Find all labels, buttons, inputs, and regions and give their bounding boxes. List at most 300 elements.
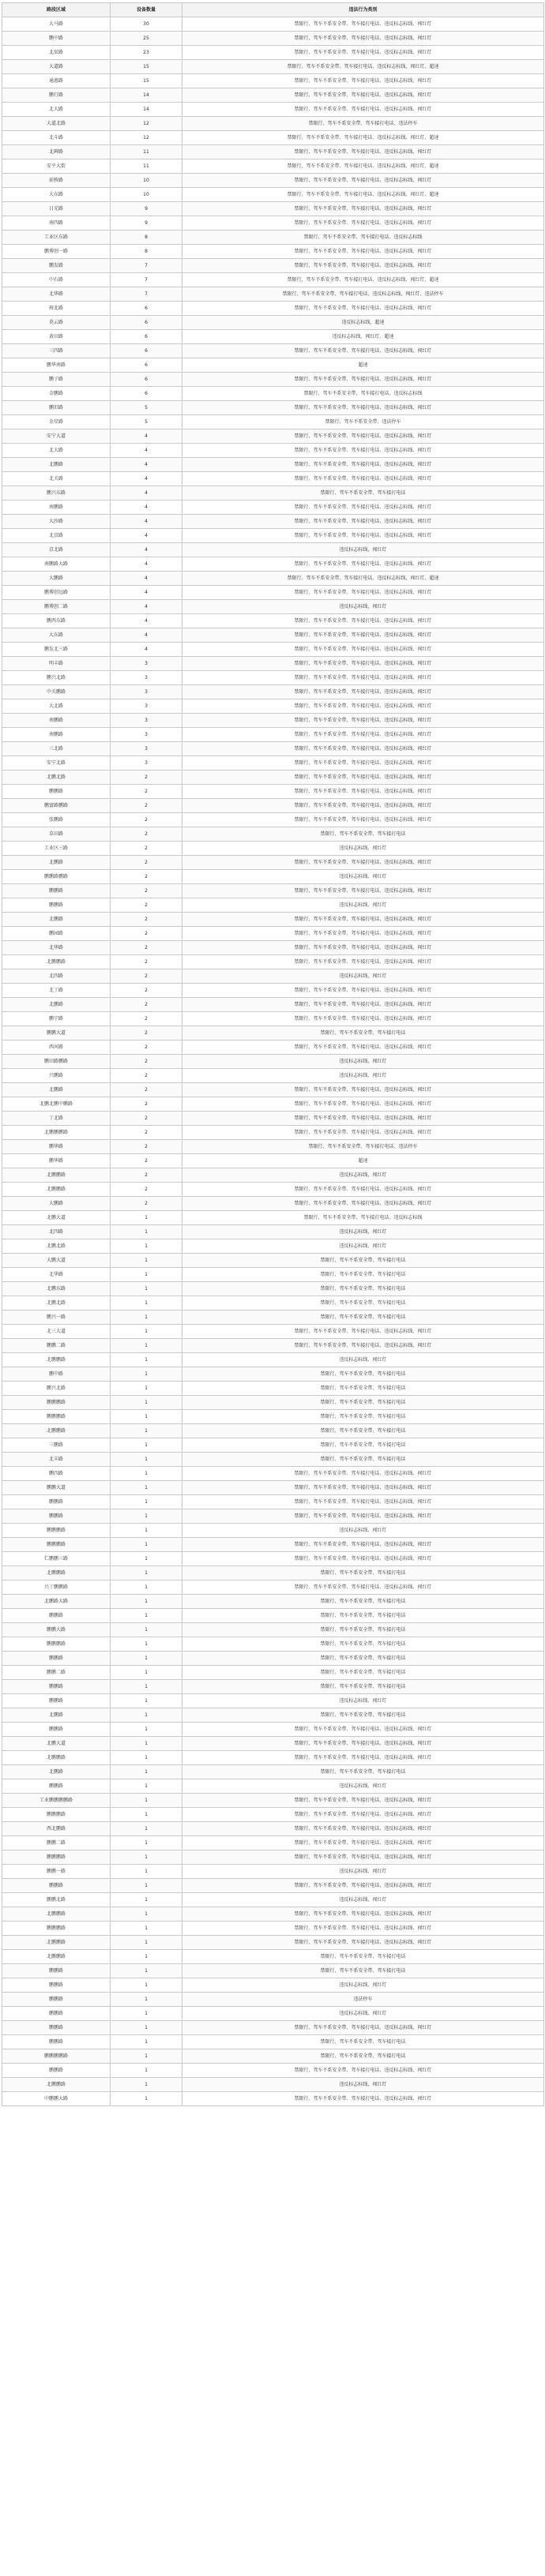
cell-road: 鹏宁路 — [2, 1012, 111, 1026]
table-row — [2, 1012, 544, 1026]
table-row — [2, 643, 544, 657]
cell-road: 金星路 — [2, 415, 111, 429]
table-row — [2, 1723, 544, 1737]
column-header-violation-types: 违法行为类别 — [182, 3, 544, 17]
cell-device-count: 2 — [111, 1097, 182, 1112]
table-row — [2, 1566, 544, 1580]
cell-road: 三鹏路 — [2, 1438, 111, 1453]
cell-violation-types: 禁限行、驾车不系安全带、驾车接打电话、违反标志标线、闯红灯 — [182, 1751, 544, 1765]
table-row — [2, 1836, 544, 1850]
cell-violation-types: 禁限行、驾车不系安全带、驾车接打电话、违反标志标线、闯红灯、超速 — [182, 572, 544, 586]
cell-device-count: 1 — [111, 1950, 182, 1964]
table-row — [2, 771, 544, 785]
cell-road: 鹏鹏路鹏路 — [2, 870, 111, 884]
cell-road: 北鹏路 — [2, 458, 111, 472]
cell-violation-types: 禁限行、驾车不系安全带、驾车接打电话、违反标志标线、闯红灯 — [182, 685, 544, 699]
cell-device-count: 1 — [111, 1339, 182, 1353]
table-row — [2, 415, 544, 429]
cell-device-count: 1 — [111, 2092, 182, 2106]
cell-device-count: 1 — [111, 1936, 182, 1950]
cell-road: 鹏鹏路 — [2, 785, 111, 799]
cell-violation-types: 违反标志标线、闯红灯 — [182, 1353, 544, 1367]
cell-violation-types: 禁限行、驾车不系安全带、驾车接打电话 — [182, 1367, 544, 1382]
cell-device-count: 4 — [111, 586, 182, 600]
cell-road: 北三大道 — [2, 1325, 111, 1339]
cell-device-count: 1 — [111, 1282, 182, 1296]
cell-violation-types: 禁限行、驾车不系安全带、驾车接打电话、违反标志标线、闯红灯 — [182, 984, 544, 998]
cell-road: 鹏鹏路 — [2, 1680, 111, 1694]
cell-device-count: 1 — [111, 1694, 182, 1708]
cell-road: 安宁北路 — [2, 756, 111, 771]
table-row — [2, 2021, 544, 2035]
table-row — [2, 1112, 544, 1126]
cell-device-count: 1 — [111, 2064, 182, 2078]
cell-device-count: 1 — [111, 1580, 182, 1595]
table-row — [2, 174, 544, 188]
table-row — [2, 1168, 544, 1183]
cell-road: 安宁大道 — [2, 429, 111, 444]
table-row — [2, 1993, 544, 2007]
table-row — [2, 671, 544, 685]
cell-device-count: 4 — [111, 600, 182, 614]
cell-road: 南鹏路 — [2, 501, 111, 515]
table-row — [2, 60, 544, 74]
cell-road: 北华路 — [2, 1268, 111, 1282]
cell-road: 北斗路 — [2, 131, 111, 145]
cell-device-count: 1 — [111, 1865, 182, 1879]
table-row — [2, 486, 544, 501]
table-row — [2, 1595, 544, 1609]
table-row — [2, 1538, 544, 1552]
cell-device-count: 4 — [111, 614, 182, 628]
table-row — [2, 429, 544, 444]
cell-violation-types: 禁限行、驾车不系安全带、驾车接打电话 — [182, 1438, 544, 1453]
cell-device-count: 6 — [111, 344, 182, 358]
cell-device-count: 8 — [111, 231, 182, 245]
cell-violation-types: 违反标志标线、闯红灯 — [182, 969, 544, 984]
table-row — [2, 1296, 544, 1310]
table-row — [2, 259, 544, 273]
table-header-row — [2, 3, 544, 17]
cell-road: 前桥路 — [2, 174, 111, 188]
table-row — [2, 714, 544, 728]
table-row — [2, 117, 544, 131]
cell-violation-types: 禁限行、驾车不系安全带、驾车接打电话、违反标志标线、闯红灯 — [182, 46, 544, 60]
cell-road: 丁北路 — [2, 1112, 111, 1126]
cell-road: 鹏鹏路 — [2, 1723, 111, 1737]
cell-violation-types: 违反标志标线、闯红灯 — [182, 2007, 544, 2021]
cell-violation-types: 禁限行、驾车不系安全带、驾车接打电话、违反标志标线、闯红灯 — [182, 557, 544, 572]
cell-device-count: 1 — [111, 1609, 182, 1623]
cell-road: 鹏富路鹏路 — [2, 799, 111, 813]
table-row — [2, 600, 544, 614]
table-row — [2, 1367, 544, 1382]
cell-device-count: 1 — [111, 1296, 182, 1310]
cell-violation-types: 禁限行、驾车不系安全带、驾车接打电话 — [182, 1268, 544, 1282]
cell-device-count: 1 — [111, 1382, 182, 1396]
cell-road: 鹏子路 — [2, 373, 111, 387]
table-row — [2, 1183, 544, 1197]
cell-device-count: 1 — [111, 1964, 182, 1978]
table-row — [2, 628, 544, 643]
cell-violation-types: 禁限行、驾车不系安全带、驾车接打电话、违法停车 — [182, 1140, 544, 1154]
cell-road: 北鹏鹏路 — [2, 1353, 111, 1367]
cell-road: 大马路 — [2, 17, 111, 32]
cell-device-count: 1 — [111, 1680, 182, 1694]
cell-device-count: 9 — [111, 202, 182, 216]
cell-violation-types: 禁限行、驾车不系安全带、驾车接打电话、违反标志标线、闯红灯 — [182, 657, 544, 671]
cell-violation-types: 禁限行、驾车不系安全带、驾车接打电话、违反标志标线、闯红灯 — [182, 671, 544, 685]
cell-violation-types: 禁限行、驾车不系安全带、驾车接打电话、违反标志标线、闯红灯、超速 — [182, 131, 544, 145]
cell-violation-types: 禁限行、驾车不系安全带、驾车接打电话、违反标志标线、闯红灯 — [182, 216, 544, 231]
cell-road: 鹏鹏鹏鹏路 — [2, 2049, 111, 2064]
table-row — [2, 2092, 544, 2106]
cell-road: 鹏鹏大道 — [2, 1026, 111, 1041]
cell-violation-types: 禁限行、驾车不系安全带、驾车接打电话、违反标志标线、闯红灯 — [182, 1197, 544, 1211]
cell-violation-types: 违反标志标线、闯红灯 — [182, 1893, 544, 1907]
cell-violation-types: 禁限行、驾车不系安全带、驾车接打电话、违反标志标线、闯红灯 — [182, 913, 544, 927]
cell-device-count: 2 — [111, 913, 182, 927]
cell-device-count: 2 — [111, 856, 182, 870]
cell-device-count: 12 — [111, 117, 182, 131]
cell-device-count: 2 — [111, 799, 182, 813]
cell-road: 鹏鹏路 — [2, 2007, 111, 2021]
cell-violation-types: 禁限行、驾车不系安全带、驾车接打电话、违反标志标线、闯红灯 — [182, 1922, 544, 1936]
table-row — [2, 1197, 544, 1211]
cell-device-count: 1 — [111, 1495, 182, 1509]
table-row — [2, 401, 544, 415]
cell-violation-types: 超速 — [182, 358, 544, 373]
cell-road: 南鹏路 — [2, 714, 111, 728]
table-row — [2, 17, 544, 32]
table-row — [2, 373, 544, 387]
cell-device-count: 1 — [111, 2078, 182, 2092]
cell-road: 鹏博创二路 — [2, 600, 111, 614]
cell-road: 北大路 — [2, 103, 111, 117]
cell-device-count: 4 — [111, 429, 182, 444]
cell-violation-types: 禁限行、驾车不系安全带、驾车接打电话、违反标志标线、闯红灯 — [182, 799, 544, 813]
cell-road: 鹏鹏鹏路 — [2, 1922, 111, 1936]
cell-device-count: 15 — [111, 74, 182, 88]
cell-device-count: 1 — [111, 1637, 182, 1652]
cell-road: 南鹏路 — [2, 728, 111, 742]
cell-road: 安平大街 — [2, 159, 111, 174]
table-row — [2, 501, 544, 515]
cell-road: 京北路 — [2, 543, 111, 557]
table-row — [2, 46, 544, 60]
cell-device-count: 1 — [111, 1907, 182, 1922]
cell-road: 北鹏鹏路 — [2, 1907, 111, 1922]
cell-device-count: 1 — [111, 1353, 182, 1367]
cell-road: 三北路 — [2, 742, 111, 756]
cell-violation-types: 禁限行、驾车不系安全带、驾车接打电话、违反标志标线、闯红灯 — [182, 245, 544, 259]
cell-device-count: 1 — [111, 1708, 182, 1723]
cell-violation-types: 禁限行、驾车不系安全带、驾车接打电话 — [182, 1453, 544, 1467]
cell-violation-types: 违反标志标线、闯红灯 — [182, 1225, 544, 1239]
cell-device-count: 3 — [111, 685, 182, 699]
table-row — [2, 529, 544, 543]
cell-device-count: 2 — [111, 1168, 182, 1183]
table-row — [2, 1936, 544, 1950]
table-row — [2, 756, 544, 771]
cell-violation-types: 禁限行、驾车不系安全带、驾车接打电话、违反标志标线、闯红灯 — [182, 771, 544, 785]
cell-device-count: 3 — [111, 756, 182, 771]
cell-violation-types: 禁限行、驾车不系安全带、驾车接打电话、违反标志标线、闯红灯 — [182, 941, 544, 955]
cell-road: 北鹏北路 — [2, 1239, 111, 1254]
table-row — [2, 1154, 544, 1168]
cell-device-count: 4 — [111, 501, 182, 515]
cell-device-count: 1 — [111, 1893, 182, 1907]
table-row — [2, 1069, 544, 1083]
cell-violation-types: 禁限行、驾车不系安全带、驾车接打电话、违反标志标线、闯红灯 — [182, 1041, 544, 1055]
cell-device-count: 1 — [111, 1836, 182, 1850]
table-row — [2, 1865, 544, 1879]
table-row — [2, 941, 544, 955]
cell-violation-types: 禁限行、驾车不系安全带、驾车接打电话、违反标志标线、闯红灯 — [182, 515, 544, 529]
cell-violation-types: 禁限行、驾车不系安全带、驾车接打电话、违反标志标线 — [182, 231, 544, 245]
table-row — [2, 785, 544, 799]
cell-violation-types: 禁限行、驾车不系安全带、驾车接打电话、违反标志标线、闯红灯、超速 — [182, 60, 544, 74]
cell-violation-types: 禁限行、驾车不系安全带、驾车接打电话 — [182, 1680, 544, 1694]
cell-violation-types: 禁限行、驾车不系安全带、驾车接打电话、违反标志标线、闯红灯 — [182, 302, 544, 316]
cell-road: 西河路 — [2, 1041, 111, 1055]
cell-device-count: 1 — [111, 1751, 182, 1765]
cell-road: 北鹏鹏路 — [2, 1424, 111, 1438]
cell-device-count: 1 — [111, 1467, 182, 1481]
column-header-device-count: 设备数量 — [111, 3, 182, 17]
cell-device-count: 14 — [111, 88, 182, 103]
table-row — [2, 2049, 544, 2064]
table-row — [2, 1268, 544, 1282]
cell-device-count: 2 — [111, 1041, 182, 1055]
cell-road: 鹏鹏北路 — [2, 1893, 111, 1907]
table-row — [2, 131, 544, 145]
cell-road: 草田路 — [2, 827, 111, 842]
cell-violation-types: 禁限行、驾车不系安全带、驾车接打电话、违反标志标线、闯红灯 — [182, 1339, 544, 1353]
cell-violation-types: 禁限行、驾车不系安全带、驾车接打电话、违反标志标线、闯红灯 — [182, 1012, 544, 1026]
cell-device-count: 4 — [111, 643, 182, 657]
table-row — [2, 1239, 544, 1254]
cell-violation-types: 禁限行、驾车不系安全带、驾车接打电话 — [182, 1652, 544, 1666]
table-row — [2, 728, 544, 742]
cell-road: 北鹏路 — [2, 856, 111, 870]
cell-device-count: 1 — [111, 1367, 182, 1382]
cell-violation-types: 禁限行、驾车不系安全带、驾车接打电话 — [182, 827, 544, 842]
table-row — [2, 1580, 544, 1595]
table-row — [2, 1907, 544, 1922]
cell-road: 北关路 — [2, 472, 111, 486]
cell-road: 三四路 — [2, 344, 111, 358]
table-row — [2, 1680, 544, 1694]
cell-road: 南鹏路大路 — [2, 557, 111, 572]
cell-device-count: 2 — [111, 1055, 182, 1069]
cell-road: 北鹏鹏路 — [2, 1950, 111, 1964]
cell-road: 鹏鹏路 — [2, 1694, 111, 1708]
cell-road: 大北路 — [2, 699, 111, 714]
cell-violation-types: 禁限行、驾车不系安全带、驾车接打电话、违反标志标线、闯红灯 — [182, 1836, 544, 1850]
cell-violation-types: 违反标志标线、闯红灯 — [182, 600, 544, 614]
cell-violation-types: 超速 — [182, 1154, 544, 1168]
table-row — [2, 1481, 544, 1495]
table-row — [2, 216, 544, 231]
cell-road: 鹏鹏鹏路 — [2, 1410, 111, 1424]
cell-violation-types: 禁限行、驾车不系安全带、驾车接打电话、违反标志标线、闯红灯 — [182, 1552, 544, 1566]
cell-device-count: 5 — [111, 401, 182, 415]
table-row — [2, 358, 544, 373]
cell-road: 鹏鹏路 — [2, 1509, 111, 1524]
cell-violation-types: 禁限行、驾车不系安全带、驾车接打电话、违反标志标线、闯红灯 — [182, 1097, 544, 1112]
cell-violation-types: 禁限行、驾车不系安全带、驾车接打电话 — [182, 1282, 544, 1296]
cell-road: 鹏博创远路 — [2, 586, 111, 600]
cell-device-count: 15 — [111, 60, 182, 74]
cell-violation-types: 违反标志标线、闯红灯 — [182, 898, 544, 913]
cell-road: 大沙路 — [2, 515, 111, 529]
table-row — [2, 799, 544, 813]
cell-device-count: 1 — [111, 1595, 182, 1609]
cell-road: 北大路 — [2, 444, 111, 458]
cell-violation-types: 违反标志标线、闯红灯、超速 — [182, 330, 544, 344]
table-row — [2, 1524, 544, 1538]
cell-violation-types: 禁限行、驾车不系安全带、驾车接打电话 — [182, 1296, 544, 1310]
cell-road: 大鹏大道 — [2, 1254, 111, 1268]
table-row — [2, 330, 544, 344]
cell-violation-types: 禁限行、驾车不系安全带、驾车接打电话、违反标志标线、闯红灯 — [182, 714, 544, 728]
cell-device-count: 1 — [111, 1779, 182, 1794]
cell-road: 鹏鹏鹏路 — [2, 1538, 111, 1552]
cell-road: 鹏兴北路 — [2, 1382, 111, 1396]
cell-violation-types: 违反标志标线、闯红灯 — [182, 842, 544, 856]
table-row — [2, 344, 544, 358]
cell-violation-types: 禁限行、驾车不系安全带、驾车接打电话 — [182, 1623, 544, 1637]
table-row — [2, 202, 544, 216]
table-row — [2, 515, 544, 529]
cell-road: 北鹏路 — [2, 1765, 111, 1779]
cell-device-count: 2 — [111, 969, 182, 984]
cell-road: 北京路 — [2, 529, 111, 543]
cell-road: 鹏兴东路 — [2, 486, 111, 501]
cell-violation-types: 禁限行、驾车不系安全带、驾车接打电话 — [182, 1708, 544, 1723]
cell-device-count: 9 — [111, 216, 182, 231]
cell-device-count: 2 — [111, 842, 182, 856]
cell-road: 鹏鹏路 — [2, 1609, 111, 1623]
table-row — [2, 387, 544, 401]
cell-violation-types: 禁限行、驾车不系安全带、驾车接打电话、违反标志标线、闯红灯、超速 — [182, 188, 544, 202]
cell-road: 金鹏路 — [2, 387, 111, 401]
cell-road: 北辰路 — [2, 46, 111, 60]
cell-road: 中石路 — [2, 273, 111, 287]
cell-device-count: 2 — [111, 1183, 182, 1197]
cell-device-count: 1 — [111, 1225, 182, 1239]
cell-device-count: 2 — [111, 1126, 182, 1140]
cell-road: 鹏鹏路 — [2, 884, 111, 898]
table-row — [2, 2064, 544, 2078]
cell-violation-types: 禁限行、驾车不系安全带、驾车接打电话 — [182, 1637, 544, 1652]
cell-device-count: 6 — [111, 330, 182, 344]
cell-road: 通惠路 — [2, 74, 111, 88]
cell-device-count: 10 — [111, 188, 182, 202]
table-row — [2, 1140, 544, 1154]
cell-road: 鹏旧路 — [2, 401, 111, 415]
table-row — [2, 827, 544, 842]
cell-device-count: 6 — [111, 387, 182, 401]
cell-road: 北鹏鹏路 — [2, 1183, 111, 1197]
cell-device-count: 23 — [111, 46, 182, 60]
cell-violation-types: 违反标志标线、闯红灯 — [182, 1524, 544, 1538]
cell-device-count: 1 — [111, 1666, 182, 1680]
cell-road: 北鹏大道 — [2, 1211, 111, 1225]
cell-road: 鹏发路 — [2, 259, 111, 273]
cell-device-count: 2 — [111, 771, 182, 785]
cell-road: 北丁路 — [2, 984, 111, 998]
cell-road: 北鹏路 — [2, 1083, 111, 1097]
cell-device-count: 1 — [111, 1552, 182, 1566]
table-row — [2, 472, 544, 486]
cell-road: 兴鹏路 — [2, 1069, 111, 1083]
cell-device-count: 7 — [111, 287, 182, 302]
cell-violation-types: 禁限行、驾车不系安全带、驾车接打电话、违反标志标线、闯红灯 — [182, 174, 544, 188]
cell-device-count: 14 — [111, 103, 182, 117]
cell-device-count: 4 — [111, 529, 182, 543]
table-row — [2, 1453, 544, 1467]
cell-violation-types: 禁限行、驾车不系安全带、驾车接打电话、违反标志标线、闯红灯 — [182, 2021, 544, 2035]
cell-violation-types: 禁限行、驾车不系安全带、驾车接打电话、违反标志标线、闯红灯 — [182, 1481, 544, 1495]
cell-violation-types: 禁限行、驾车不系安全带、驾车接打电话 — [182, 2035, 544, 2049]
cell-road: 北鹏北路 — [2, 771, 111, 785]
table-row — [2, 1325, 544, 1339]
cell-road: 鹏鹏大道 — [2, 1481, 111, 1495]
cell-device-count: 2 — [111, 927, 182, 941]
table-row — [2, 856, 544, 870]
cell-violation-types: 禁限行、驾车不系安全带、驾车接打电话、违反标志标线、闯红灯 — [182, 145, 544, 159]
table-row — [2, 572, 544, 586]
cell-road: 鹏博创一路 — [2, 245, 111, 259]
cell-device-count: 2 — [111, 898, 182, 913]
cell-device-count: 6 — [111, 316, 182, 330]
cell-violation-types: 禁限行、驾车不系安全带、驾车接打电话、违反标志标线、闯红灯 — [182, 472, 544, 486]
cell-device-count: 30 — [111, 17, 182, 32]
cell-device-count: 1 — [111, 1268, 182, 1282]
table-row — [2, 2007, 544, 2021]
cell-violation-types: 禁限行、驾车不系安全带、驾车接打电话、违反标志标线、闯红灯 — [182, 1737, 544, 1751]
cell-road: 北鹏东路 — [2, 1282, 111, 1296]
table-row — [2, 1126, 544, 1140]
cell-violation-types: 禁限行、驾车不系安全带、驾车接打电话、违法停车 — [182, 117, 544, 131]
cell-violation-types: 禁限行、驾车不系安全带、驾车接打电话、违反标志标线、闯红灯 — [182, 1538, 544, 1552]
cell-device-count: 3 — [111, 671, 182, 685]
cell-device-count: 1 — [111, 2007, 182, 2021]
cell-road: 北鹏大道 — [2, 1737, 111, 1751]
table-row — [2, 1382, 544, 1396]
cell-device-count: 6 — [111, 358, 182, 373]
cell-device-count: 2 — [111, 1112, 182, 1126]
cell-road: 北鹏北鹏中鹏路 — [2, 1097, 111, 1112]
table-row — [2, 1609, 544, 1623]
cell-road: 北鹏鹏路 — [2, 1936, 111, 1950]
cell-road: 鹏行路 — [2, 88, 111, 103]
cell-violation-types: 禁限行、驾车不系安全带、驾车接打电话、违反标志标线、闯红灯 — [182, 1509, 544, 1524]
table-row — [2, 1751, 544, 1765]
cell-road: 大道路 — [2, 60, 111, 74]
cell-violation-types: 禁限行、驾车不系安全带、驾车接打电话、违反标志标线、闯红灯 — [182, 259, 544, 273]
cell-violation-types: 禁限行、驾车不系安全带、驾车接打电话、违反标志标线、闯红灯 — [182, 884, 544, 898]
table-row — [2, 273, 544, 287]
cell-road: 府北路 — [2, 302, 111, 316]
table-row — [2, 984, 544, 998]
table-row — [2, 1694, 544, 1708]
table-row — [2, 1637, 544, 1652]
cell-road: 兴丁鹏鹏路 — [2, 1580, 111, 1595]
cell-violation-types: 违反标志标线、闯红灯 — [182, 1055, 544, 1069]
